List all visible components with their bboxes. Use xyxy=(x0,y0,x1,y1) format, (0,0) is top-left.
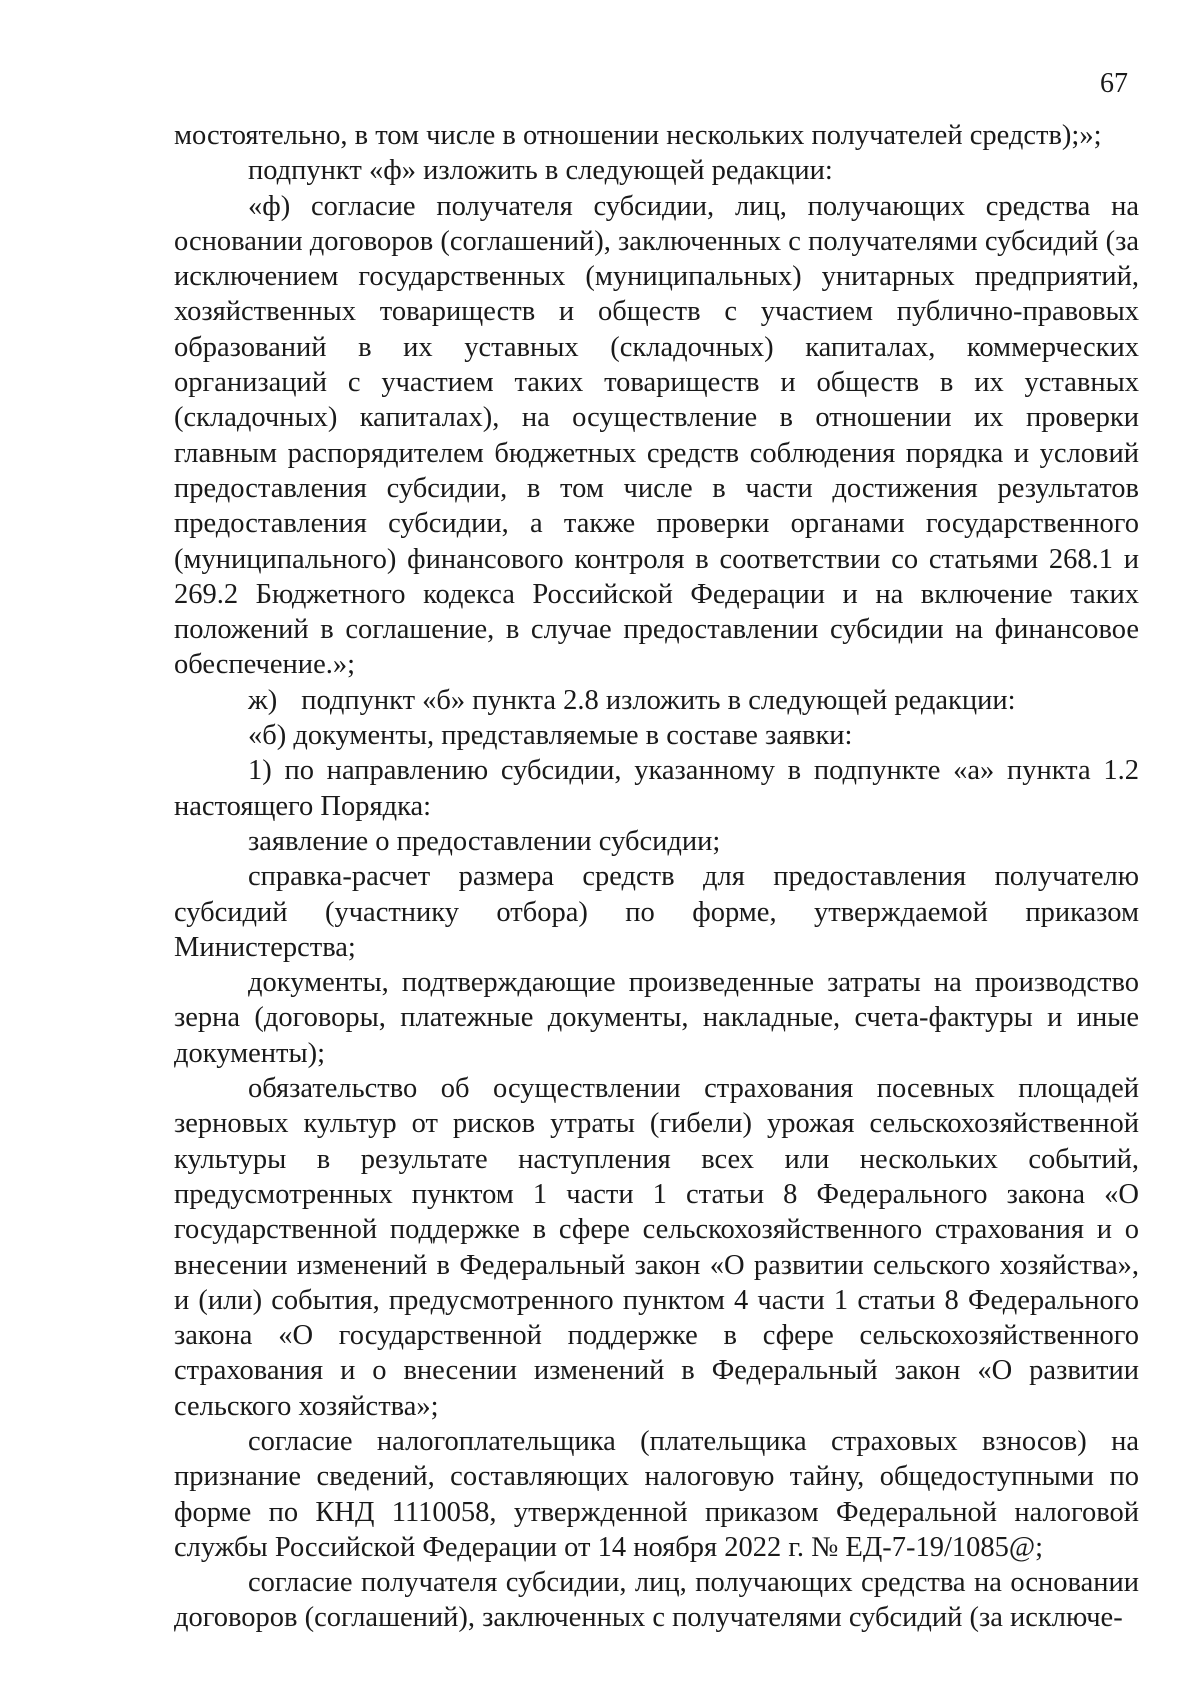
paragraph-insurance-obligation: обязательство об осуществлении страхования посевных площадей зерновых культур от рисков утраты (гибели) урожая сельскохозяйственной культуры в результате наступления всех или нескольких событий, предусмотренных пунктом 1 части 1 статьи 8 Федерального закона «О государственной поддержке в сфере сельскохозяйственного страхования и о внесении изменений в Федеральный закон «О развитии сельского хозяйства», и (или) события, предусмотренного пунктом 4 части 1 статьи 8 Федерального закона «О государственной поддержке в сфере сельскохозяйственного страхования и о внесении изменений в Федеральный закон «О развитии сельского хозяйства»; xyxy=(174,1073,1139,1422)
page-number: 67 xyxy=(1100,68,1128,99)
paragraph-continuation: мостоятельно, в том числе в отношении нескольких получателей средств);»; xyxy=(174,120,1102,151)
paragraph-calculation-certificate: справка-расчет размера средств для предоставления получателю субсидий (участнику отбора) по форме, утверждаемой приказом Министерства; xyxy=(174,861,1139,963)
paragraph-subpoint-b-heading: «б) документы, представляемые в составе заявки: xyxy=(248,720,853,752)
paragraph-item-zh xyxy=(174,683,1139,718)
paragraph-application: заявление о предоставлении субсидии; xyxy=(248,825,721,857)
paragraph-subpoint-f-text: «ф) согласие получателя субсидии, лиц, получающих средства на основании договоров (соглашений), заключенных с получателями субсидий (за исключением государственных (муниципальных) унитарных предприятий, хозяйственных товариществ и обществ с участием публично-правовых образований в их уставных (складочных) капиталах, коммерческих организаций с участием таких товариществ и обществ в их уставных (складочных) капиталах), на осуществление в отношении их проверки главным распорядителем бюджетных средств соблюдения порядка и условий предоставления субсидии, в том числе в части достижения результатов предоставления субсидии, а также проверки органами государственного (муниципального) финансового контроля в соответствии со статьями 268.1 и 269.2 Бюджетного кодекса Российской Федерации и на включение таких положений в соглашение, в случае предоставлении субсидии на финансовое обеспечение.»; xyxy=(174,190,1139,681)
document-body xyxy=(174,118,1139,1636)
paragraph-cost-documents: документы, подтверждающие произведенные затраты на производство зерна (договоры, платежные документы, накладные, счета-фактуры и иные документы); xyxy=(174,967,1139,1069)
paragraph-taxpayer-consent: согласие налогоплательщика (плательщика страховых взносов) на признание сведений, составляющих налоговую тайну, общедоступными по форме по КНД 1110058, утвержденной приказом Федеральной налоговой службы Российской Федерации от 14 ноября 2022 г. № ЕД-7-19/1085@; xyxy=(174,1425,1139,1563)
item-zh-marker: ж) xyxy=(248,684,278,716)
paragraph-direction-1: 1) по направлению субсидии, указанному в подпункте «а» пункта 1.2 настоящего Порядка: xyxy=(174,755,1139,822)
paragraph-subpoint-f-heading: подпункт «ф» изложить в следующей редакции: xyxy=(248,155,833,187)
item-zh-text: подпункт «б» пункта 2.8 изложить в следующей редакции: xyxy=(301,684,1016,716)
paragraph-recipient-consent: согласие получателя субсидии, лиц, получающих средства на основании договоров (соглашений), заключенных с получателями субсидий (за исключе- xyxy=(174,1567,1139,1634)
